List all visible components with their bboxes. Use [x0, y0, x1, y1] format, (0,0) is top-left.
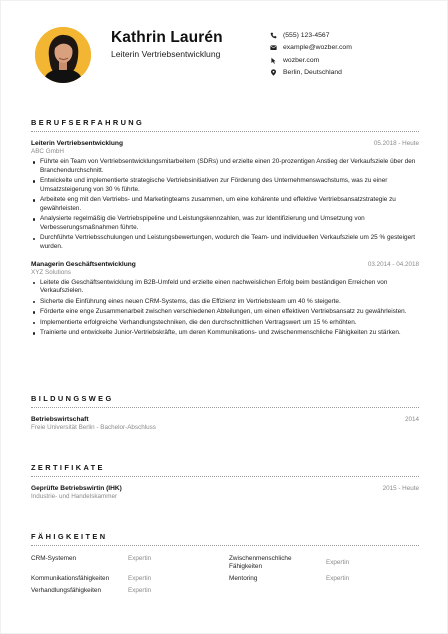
job-bullets [31, 279, 419, 338]
job-entry [31, 261, 419, 338]
skills-heading: FÄHIGKEITEN [31, 532, 419, 546]
job-bullet: Trainierte und entwickelte Junior-Vertriebskräfte, um deren Kommunikations- und zwischenmenschliche Fähigkeiten zu stärken. [40, 329, 419, 338]
skill-name: Zwischenmenschliche Fähigkeiten [229, 555, 292, 570]
skill-level: Expertin [128, 575, 152, 582]
job-bullet: Leitete die Geschäftsentwicklung im B2B-Umfeld und erzielte einen nachweislichen Erfolg beim beständigen Erreichen von Verkaufszielen. [40, 279, 419, 296]
experience-section [31, 118, 419, 339]
certificate-issuer: Industrie- und Handelskammer [31, 493, 118, 500]
education-heading: BILDUNGSWEG [31, 394, 419, 408]
contact-website [269, 54, 429, 67]
education-section [31, 394, 419, 431]
contact-location [269, 67, 429, 80]
location-icon [269, 69, 277, 77]
job-bullet: Arbeitete eng mit den Vertriebs- und Marketingteams zusammen, um eine kohärente und effektive Vertriebsansatzstrategie zu gewährleisten. [40, 196, 419, 213]
skill-name: Verhandlungsfähigkeiten [31, 587, 101, 594]
skills-section [31, 532, 419, 595]
skill-name: CRM-Systemen [31, 555, 77, 562]
job-bullet: Entwickelte und implementierte strategische Vertriebsinitiativen zur Förderung des Unternehmenswachstums, was zu einer Umsatzsteigerung von 30 % führte. [40, 177, 419, 194]
job-date: 03.2014 - 04.2018 [367, 260, 419, 268]
job-bullet: Durchführte Vertriebsschulungen und Leistungsbewertungen, wodurch die Team- und individuellen Verkaufsziele um 25 % gesteigert wurden. [40, 234, 419, 251]
education-school: Freie Universität Berlin - Bachelor-Abschluss [31, 424, 156, 431]
avatar-photo-icon [35, 27, 91, 83]
certificate-entry [31, 485, 419, 500]
contact-list [269, 29, 429, 79]
email-icon [269, 44, 277, 52]
candidate-title: Leiterin Vertriebsentwicklung [111, 49, 221, 59]
skill-name: Mentoring [229, 575, 258, 582]
certificates-heading: ZERTIFIKATE [31, 463, 419, 477]
skill-level: Expertin [326, 575, 350, 582]
contact-phone [269, 29, 429, 42]
avatar [35, 27, 91, 83]
job-bullet: Führte ein Team von Vertriebsentwicklungsmitarbeitern (SDRs) und erzielte einen 20-prozentigen Anstieg der Verkaufsziele über den Branchendurchschnitt. [40, 158, 419, 175]
contact-location-text: Berlin, Deutschland [283, 69, 342, 77]
phone-icon [269, 31, 277, 39]
job-bullet: Analysierte regelmäßig die Vertriebspipeline und Leistungskennzahlen, was zur Identifizierung und Umsetzung von Verbesserungsmaßnahmen führte. [40, 215, 419, 232]
contact-phone-text: (555) 123-4567 [283, 31, 330, 39]
candidate-name: Kathrin Laurén [111, 29, 223, 46]
job-bullet: Implementierte erfolgreiche Verhandlungstechniken, die den durchschnittlichen Vertragswert um 15 % erhöhten. [40, 319, 419, 328]
certificate-title: Geprüfte Betriebswirtin (IHK) [31, 485, 122, 492]
contact-website-text[interactable]: wozber.com [283, 56, 320, 64]
skills-grid [31, 555, 419, 595]
contact-email [269, 42, 429, 55]
experience-heading: BERUFSERFAHRUNG [31, 118, 419, 132]
education-date: 2014 [404, 416, 419, 423]
certificate-date: 2015 - Heute [382, 485, 419, 492]
certificates-section [31, 463, 419, 500]
job-bullets [31, 158, 419, 252]
skill-level: Expertin [128, 587, 152, 594]
contact-email-text[interactable]: example@wozber.com [283, 44, 352, 52]
job-bullet: Sicherte die Einführung eines neuen CRM-Systems, das die Effizienz im Vertriebsteam um 40 % steigerte. [40, 298, 419, 307]
job-bullet: Förderte eine enge Zusammenarbeit zwischen verschiedenen Abteilungen, um einen effektiven Vertriebsansatz zu gewährleisten. [40, 308, 419, 317]
job-title: Managerin Geschäftsentwicklung [31, 260, 136, 268]
job-company: XYZ Solutions [31, 268, 71, 276]
education-entry [31, 416, 419, 431]
skill-name: Kommunikationsfähigkeiten [31, 575, 110, 582]
job-company: ABC GmbH [31, 148, 64, 155]
job-title: Leiterin Vertriebsentwicklung [31, 140, 123, 147]
website-icon [269, 56, 277, 64]
job-date: 05.2018 - Heute [373, 140, 419, 147]
skill-level: Expertin [326, 559, 350, 566]
education-title: Betriebswirtschaft [31, 416, 89, 423]
job-entry [31, 140, 419, 252]
skill-level: Expertin [128, 555, 152, 562]
